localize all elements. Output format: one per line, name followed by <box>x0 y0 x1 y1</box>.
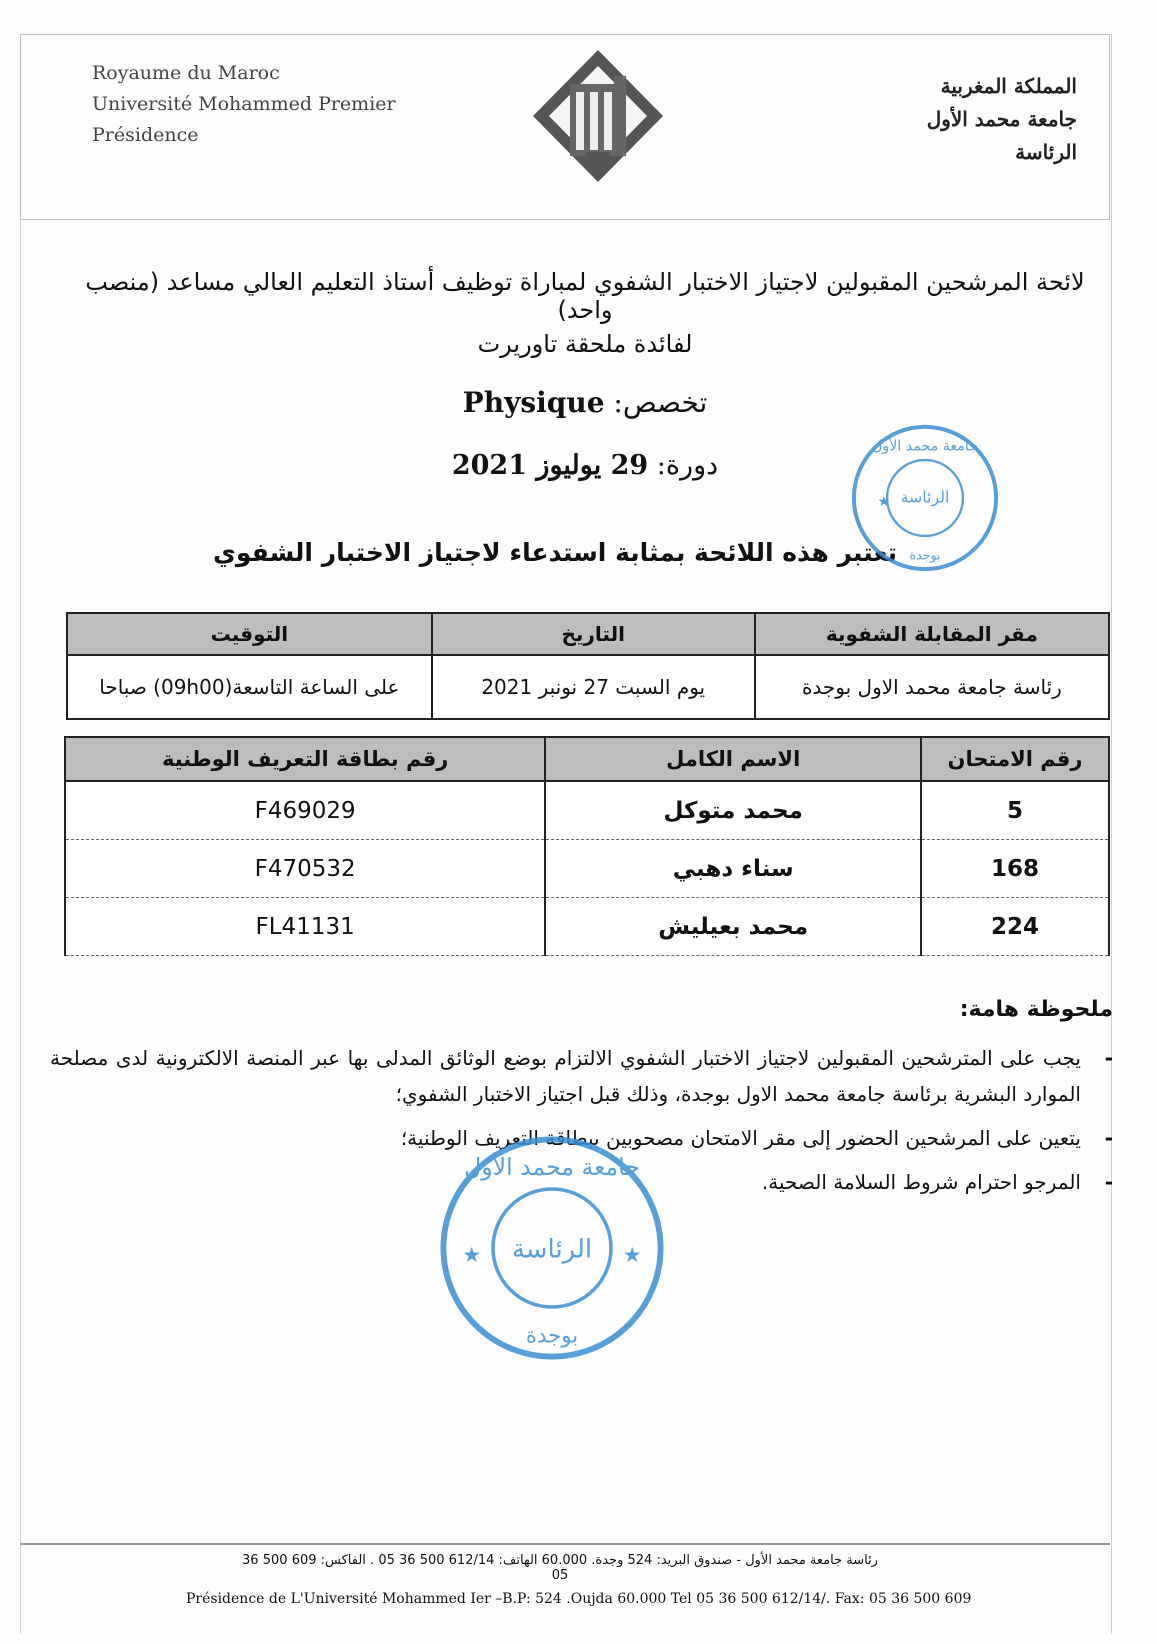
note-text: المرجو احترام شروط السلامة الصحية. <box>761 1170 1081 1194</box>
interview-table <box>66 612 1110 720</box>
note-text: يتعين على المرشحين الحضور إلى مقر الامتحان مصحوبين ببطاقة التعريف الوطنية؛ <box>400 1126 1081 1150</box>
header-cell: رقم بطاقة التعريف الوطنية <box>65 737 545 781</box>
table-row <box>65 898 1109 956</box>
header-cell: التاريخ <box>432 613 755 655</box>
interview-time: على الساعة التاسعة(09h00) صباحا <box>67 655 432 719</box>
candidates-table <box>64 736 1110 956</box>
university-stamp-bottom <box>432 1130 672 1366</box>
full-name: محمد بعيليش <box>545 898 921 956</box>
interview-table-row <box>67 655 1109 719</box>
bullet-dash: - <box>1104 1170 1113 1194</box>
letterhead-ar-line: جامعة محمد الأول <box>926 107 1077 131</box>
session-value: 29 يوليوز 2021 <box>451 450 649 481</box>
bullet-dash: - <box>1104 1126 1113 1150</box>
note-text: يجب على المترشحين المقبولين لاجتياز الاختبار الشفوي الالتزام بوضع الوثائق المدلى بها عبر المنصة الالكترونية لدى مصلحة الموارد البشرية برئاسة جامعة محمد الاول بوجدة، وذلك قبل اجتياز الاختبار الشفوي؛ <box>50 1046 1081 1106</box>
interview-date: يوم السبت 27 نونبر 2021 <box>432 655 755 719</box>
interview-table-header <box>67 613 1109 655</box>
exam-number: 5 <box>921 781 1109 840</box>
header-cell: مقر المقابلة الشفوية <box>755 613 1109 655</box>
letterhead-ar-line: المملكة المغربية <box>940 74 1077 98</box>
stamp-star-icon: ★ <box>877 493 891 510</box>
stamp-bottom-text: بوجدة <box>525 1323 579 1349</box>
footer-divider <box>20 1543 1110 1545</box>
notes-title: ملحوظة هامة: <box>959 997 1113 1022</box>
convocation-note: تعتبر هذه اللائحة بمثابة استدعاء لاجتياز الاختبار الشفوي <box>213 538 897 567</box>
university-stamp-top <box>846 398 1004 598</box>
letterhead-french <box>92 58 396 151</box>
bullet-dash: - <box>1104 1046 1113 1070</box>
exam-number: 224 <box>921 898 1109 956</box>
list-item <box>50 1040 1113 1112</box>
stamp-bottom-text: بوجدة <box>909 547 941 563</box>
stamp-top-text: جامعة محمد الأول <box>464 1152 640 1181</box>
full-name: سناء دهبي <box>545 840 921 898</box>
national-id: F469029 <box>65 781 545 840</box>
exam-number: 168 <box>921 840 1109 898</box>
footer-french: Présidence de L'Université Mohammed Ier –B.P: 524 .Oujda 60.000 Tel 05 36 500 612/14/. Fax: 05 36 500 609 <box>186 1591 972 1607</box>
interview-location: رئاسة جامعة محمد الاول بوجدة <box>755 655 1109 719</box>
full-name: محمد متوكل <box>545 781 921 840</box>
stamp-star-icon: ★ <box>462 1243 482 1269</box>
national-id: FL41131 <box>65 898 545 956</box>
stamp-star-icon: ★ <box>622 1243 642 1269</box>
document-title: لائحة المرشحين المقبولين لاجتياز الاختبار الشفوي لمباراة توظيف أستاذ التعليم العالي مساعد (منصب واحد) <box>85 268 1085 324</box>
stamp-center-text: الرئاسة <box>511 1234 593 1265</box>
header-cell: الاسم الكامل <box>545 737 921 781</box>
candidates-table-header <box>65 737 1109 781</box>
letterhead-fr-line: Royaume du Maroc <box>92 62 280 84</box>
session-label: دورة: <box>656 450 719 481</box>
table-row <box>65 781 1109 840</box>
header-cell: التوقيت <box>67 613 432 655</box>
letterhead-fr-line: Présidence <box>92 124 199 146</box>
letterhead-ar-line: الرئاسة <box>1015 140 1077 164</box>
table-row <box>65 840 1109 898</box>
document-subtitle: لفائدة ملحقة تاوريرت <box>477 330 693 358</box>
specialty-value: Physique <box>462 386 605 419</box>
specialty-label: تخصص: <box>613 386 708 419</box>
stamp-top-text: جامعة محمد الأول <box>872 438 978 455</box>
footer-arabic: رئاسة جامعة محمد الأول - صندوق البريد: 524 وجدة. 60.000 الهاتف: 612/14 500 36 05 . الفاكس: 609 500 36 05 <box>242 1553 878 1583</box>
national-id: F470532 <box>65 840 545 898</box>
stamp-center-text: الرئاسة <box>900 487 950 507</box>
letterhead-arabic <box>927 70 1077 169</box>
letterhead-fr-line: Université Mohammed Premier <box>92 93 396 115</box>
university-logo <box>528 48 668 208</box>
header-cell: رقم الامتحان <box>921 737 1109 781</box>
